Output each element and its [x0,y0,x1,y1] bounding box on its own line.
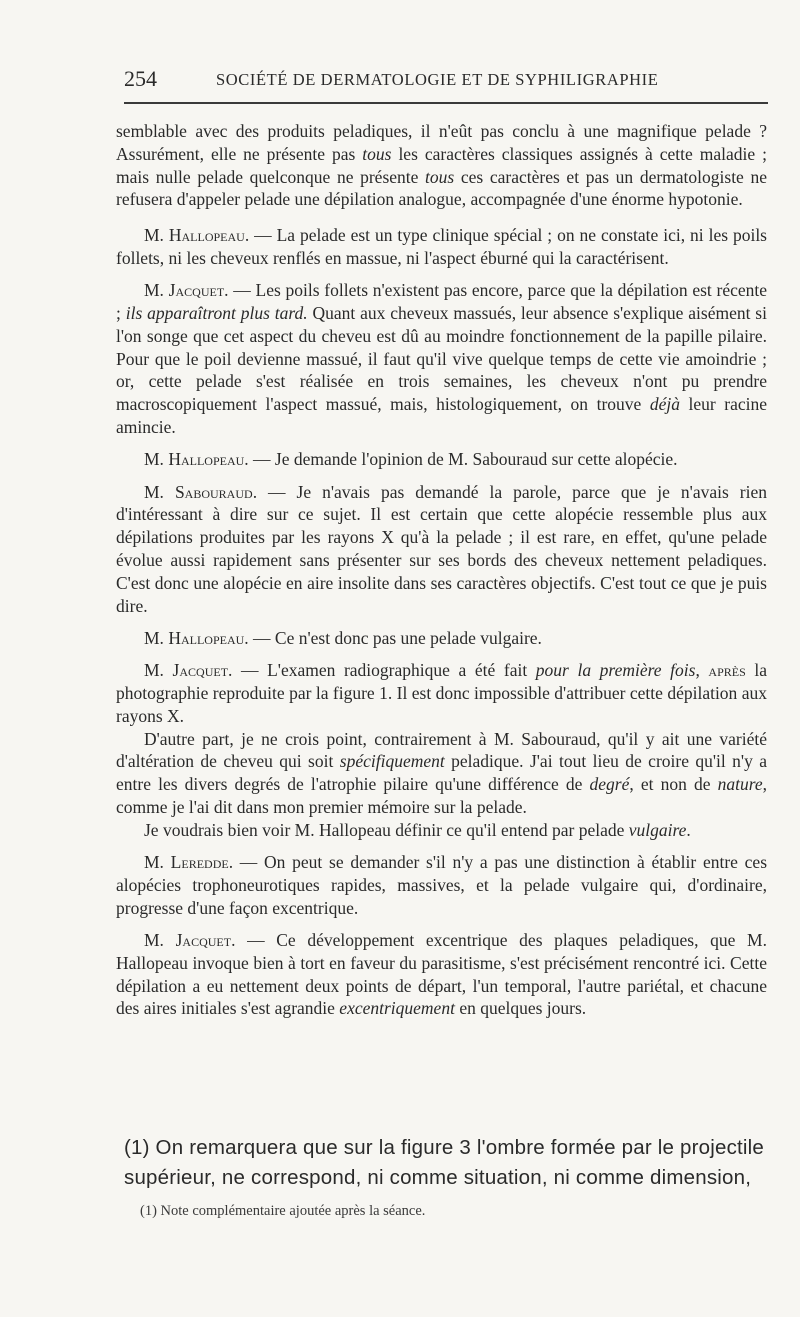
paragraph [116,851,767,919]
paragraph [116,659,767,727]
speaker-name: après [708,660,746,681]
text-run: , et non de [629,774,718,795]
paragraph [116,448,767,471]
paragraph [116,819,767,842]
text-run: M. [144,930,176,950]
emphasis-text: degré [589,774,630,795]
speaker-name: Hallopeau [168,627,245,648]
text-run: ces caractères et pas un dermatologiste ne refusera d'appeler pelade une dépilation analogue, accompagnée d'une énorme hypotonie. [116,166,767,210]
text-run: , comme je l'ai dit dans mon premier mémoire sur la pelade. [116,774,767,818]
header-rule [124,102,768,104]
text-run: M. [144,449,169,470]
text-run: . — Je demande l'opinion de M. Sabouraud sur cette alopécie. [244,449,678,470]
emphasis-text: excentriquement [339,998,455,1019]
text-run: . [686,819,691,840]
speaker-name: Hallopeau [168,449,245,470]
paragraph [116,279,767,439]
text-run: M. [144,280,169,301]
paragraph [116,728,767,819]
text-run: Je voudrais bien voir M. Hallopeau définir ce qu'il entend par pelade [144,819,629,840]
text-run: la photographie reproduite par la figure 1. Il est donc impossible d'attribuer cette dépilation aux rayons X. [116,660,768,726]
footnote-block [124,1133,772,1220]
paragraph [116,627,767,650]
text-run: M. [144,852,171,873]
text-run: leur racine amincie. [116,394,767,438]
emphasis-text: vulgaire [628,819,687,840]
emphasis-text: tous [425,166,455,187]
text-run: M. [144,627,169,648]
text-run: semblable avec des produits peladiques, il n'eût pas conclu à une magnifique pelade ? Assurément, elle ne présente pas [116,121,767,164]
text-run: . — Ce n'est donc pas une pelade vulgaire. [244,627,542,648]
text-run: les caractères classiques assignés à cette maladie ; mais nulle pelade quelconque ne présente [116,143,767,187]
paragraph [116,481,767,618]
text-run: . — Ce développement excentrique des plaques peladiques, que M. Hallopeau invoque bien à tort en faveur du parasitisme, s'est précisément rencontré ici. Cette dépilation a eu nettement deux points de départ, l'un temporal, l'autre pariétal, et chacune des aires initiales s'est agrandie [116,930,767,1019]
speaker-name: Hallopeau [168,225,245,246]
text-run: . — L'examen radiographique a été fait [228,660,536,681]
paragraph [116,120,767,211]
text-run: M. [144,225,169,246]
emphasis-text: déjà [649,394,680,415]
body-text [116,120,767,1030]
text-run: en quelques jours. [454,998,587,1019]
text-run: . — On peut se demander s'il n'y a pas une distinction à établir entre ces alopécies trophoneurotiques rapides, massives, et la pelade vulgaire qui, d'ordinaire, progresse d'une façon excentrique. [116,852,767,918]
speaker-name: Leredde [170,852,229,873]
emphasis-text: pour la première fois [535,660,696,681]
text-run: M. [144,481,175,502]
text-run: M. [144,660,173,681]
page-header [124,66,770,96]
speaker-name: Jacquet [175,930,232,950]
emphasis-text: nature [717,774,763,795]
paragraph [116,929,767,1020]
page-number: 254 [124,66,157,91]
text-run: peladique. J'ai tout lieu de croire qu'il n'y a entre les divers degrés de l'atrophie pilaire qu'une différence de [116,751,768,795]
text-run: D'autre part, je ne crois point, contrairement à M. Sabouraud, qu'il y ait une variété d'altération de cheveu qui soit [116,728,767,772]
emphasis-text: tous [362,143,392,164]
running-head: SOCIÉTÉ DE DERMATOLOGIE ET DE SYPHILIGRAPHIE [216,70,659,89]
handwritten-footnote: (1) On remarquera que sur la figure 3 l'ombre formée par le projectile supérieur, ne correspond, ni comme situation, ni comme dimension, [124,1136,765,1189]
text-run: , [695,660,709,681]
speaker-name: Sabouraud [174,481,253,502]
paragraph [116,224,767,270]
emphasis-text: spécifiquement [339,751,445,772]
text-run: Quant aux cheveux massués, leur absence s'explique aisément si l'on songe que cet aspect du cheveu est dû au moindre fonctionnement de la papille pilaire. Pour que le poil devienne massué, il faut qu'il vive quelque temps de cette vie amoindrie ; or, cette pelade s'est réalisée en trois semaines, les cheveux n'ont pu prendre macroscopiquement l'aspect massué, mais, histologiquement, on trouve [116,303,767,415]
text-run: . — Les poils follets n'existent pas encore, parce que la dépilation est récente ; [116,280,767,324]
emphasis-text: ils apparaîtront plus tard. [125,303,308,324]
text-run: . — Je n'avais pas demandé la parole, parce que je n'avais rien d'intéressant à dire sur ce sujet. Il est certain que cette alopécie ressemble plus aux dépilations produites par les rayons X qu'à la pelade ; il est rare, en effet, qu'une pelade évolue aussi rapidement sans présenter sur ses bords des cheveux nettement peladiques. C'est donc une alopécie en aire insolite dans ses caractères objectifs. C'est tout ce que je puis dire. [116,481,767,616]
speaker-name: Jacquet [172,660,229,681]
speaker-name: Jacquet [168,280,225,301]
text-run: . — La pelade est un type clinique spécial ; on ne constate ici, ni les poils follets, ni les cheveux renflés en massue, ni l'aspect éburné qui la caractérisent. [116,225,767,268]
printed-footnote: (1) Note complémentaire ajoutée après la séance. [140,1203,426,1219]
